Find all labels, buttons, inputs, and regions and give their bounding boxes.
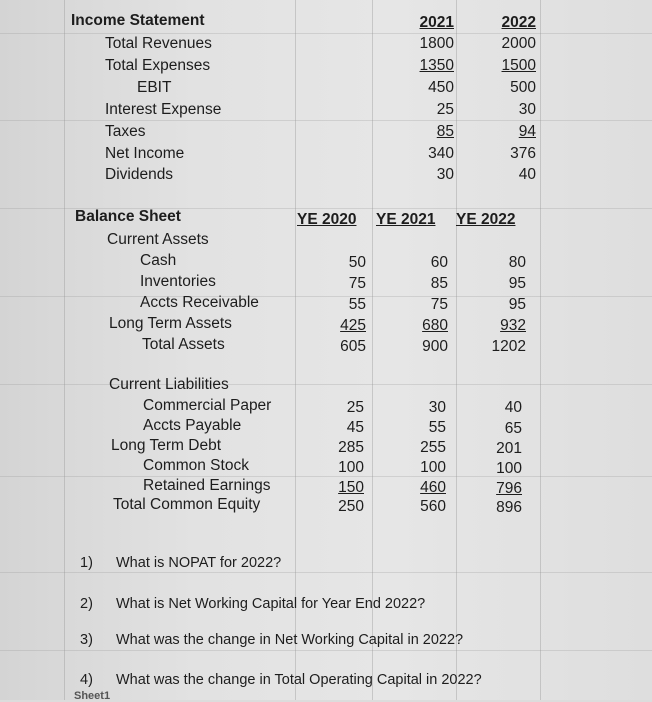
balance-value: 80 bbox=[508, 254, 526, 271]
grid-line bbox=[0, 384, 652, 385]
income-value: 376 bbox=[510, 145, 536, 162]
income-row-label: Net Income bbox=[105, 145, 185, 162]
liability-row-label: Retained Earnings bbox=[143, 477, 271, 494]
balance-value: 605 bbox=[340, 338, 366, 355]
income-row-label: Taxes bbox=[105, 123, 146, 140]
question-number: 4) bbox=[80, 672, 93, 688]
balance-value: 425 bbox=[340, 317, 366, 334]
income-value: 1350 bbox=[419, 57, 454, 74]
balance-value: 100 bbox=[420, 459, 446, 476]
balance-value: 255 bbox=[420, 439, 446, 456]
liability-row-label: Common Stock bbox=[143, 457, 249, 474]
balance-value: 95 bbox=[508, 275, 526, 292]
balance-value: 285 bbox=[338, 439, 364, 456]
liability-row-label: Long Term Debt bbox=[111, 437, 221, 454]
balance-value: 900 bbox=[422, 338, 448, 355]
income-value: 30 bbox=[518, 101, 536, 118]
grid-line bbox=[64, 0, 65, 700]
balance-value: 100 bbox=[338, 459, 364, 476]
question-number: 2) bbox=[80, 596, 93, 612]
balance-value: 75 bbox=[430, 296, 448, 313]
balance-year-2021: YE 2021 bbox=[376, 211, 436, 228]
balance-value: 30 bbox=[428, 399, 446, 416]
balance-value: 100 bbox=[496, 460, 522, 477]
balance-value: 201 bbox=[496, 440, 522, 457]
balance-value: 60 bbox=[430, 254, 448, 271]
asset-row-label: Total Assets bbox=[142, 336, 225, 353]
income-value: 1500 bbox=[501, 57, 536, 74]
balance-value: 25 bbox=[346, 399, 364, 416]
asset-row-label: Accts Receivable bbox=[140, 294, 259, 311]
income-row-label: EBIT bbox=[137, 79, 172, 96]
grid-line bbox=[540, 0, 541, 700]
balance-value: 85 bbox=[430, 275, 448, 292]
income-row-label: Dividends bbox=[105, 166, 174, 183]
balance-value: 45 bbox=[346, 419, 364, 436]
balance-value: 65 bbox=[504, 420, 522, 437]
grid-line bbox=[456, 0, 457, 700]
question-text: What was the change in Net Working Capital in 2022? bbox=[116, 632, 464, 648]
liability-row-label: Total Common Equity bbox=[113, 496, 261, 513]
balance-value: 460 bbox=[420, 479, 446, 496]
income-value: 500 bbox=[510, 79, 536, 96]
income-year-2021: 2021 bbox=[419, 14, 454, 31]
balance-value: 250 bbox=[338, 498, 364, 515]
income-value: 40 bbox=[518, 166, 536, 183]
balance-value: 560 bbox=[420, 498, 446, 515]
income-value: 25 bbox=[436, 101, 454, 118]
liability-row-label: Commercial Paper bbox=[143, 397, 272, 414]
income-year-2022: 2022 bbox=[501, 14, 536, 31]
balance-value: 796 bbox=[496, 480, 522, 497]
balance-value: 680 bbox=[422, 317, 448, 334]
income-value: 85 bbox=[436, 123, 454, 140]
grid-line bbox=[0, 120, 652, 121]
balance-year-2022: YE 2022 bbox=[456, 211, 516, 228]
income-value: 2000 bbox=[501, 35, 536, 52]
question-text: What is Net Working Capital for Year End 2022? bbox=[116, 596, 426, 612]
grid-line bbox=[0, 650, 652, 651]
grid-line bbox=[0, 33, 652, 34]
income-row-label: Total Expenses bbox=[105, 57, 211, 74]
current-liabilities-label: Current Liabilities bbox=[109, 376, 229, 393]
balance-value: 1202 bbox=[491, 338, 526, 355]
income-value: 30 bbox=[436, 166, 454, 183]
asset-row-label: Cash bbox=[140, 252, 177, 269]
sheet-tab[interactable]: Sheet1 bbox=[74, 690, 111, 702]
asset-row-label: Long Term Assets bbox=[109, 315, 232, 332]
income-statement-title: Income Statement bbox=[71, 12, 205, 29]
balance-value: 55 bbox=[348, 296, 366, 313]
balance-value: 932 bbox=[500, 317, 526, 334]
balance-value: 40 bbox=[504, 399, 522, 416]
income-row-label: Total Revenues bbox=[105, 35, 212, 52]
balance-value: 150 bbox=[338, 479, 364, 496]
income-value: 1800 bbox=[419, 35, 454, 52]
balance-value: 75 bbox=[348, 275, 366, 292]
income-value: 94 bbox=[518, 123, 536, 140]
income-value: 340 bbox=[428, 145, 454, 162]
income-row-label: Interest Expense bbox=[105, 101, 222, 118]
question-text: What was the change in Total Operating Capital in 2022? bbox=[116, 672, 482, 688]
balance-year-2020: YE 2020 bbox=[297, 211, 357, 228]
balance-value: 896 bbox=[496, 499, 522, 516]
balance-sheet-title: Balance Sheet bbox=[75, 208, 181, 225]
question-number: 1) bbox=[80, 555, 93, 571]
liability-row-label: Accts Payable bbox=[143, 417, 242, 434]
balance-value: 55 bbox=[428, 419, 446, 436]
income-value: 450 bbox=[428, 79, 454, 96]
question-text: What is NOPAT for 2022? bbox=[116, 555, 282, 571]
asset-row-label: Inventories bbox=[140, 273, 216, 290]
current-assets-label: Current Assets bbox=[107, 231, 209, 248]
question-number: 3) bbox=[80, 632, 93, 648]
balance-value: 95 bbox=[508, 296, 526, 313]
grid-line bbox=[0, 572, 652, 573]
balance-value: 50 bbox=[348, 254, 366, 271]
